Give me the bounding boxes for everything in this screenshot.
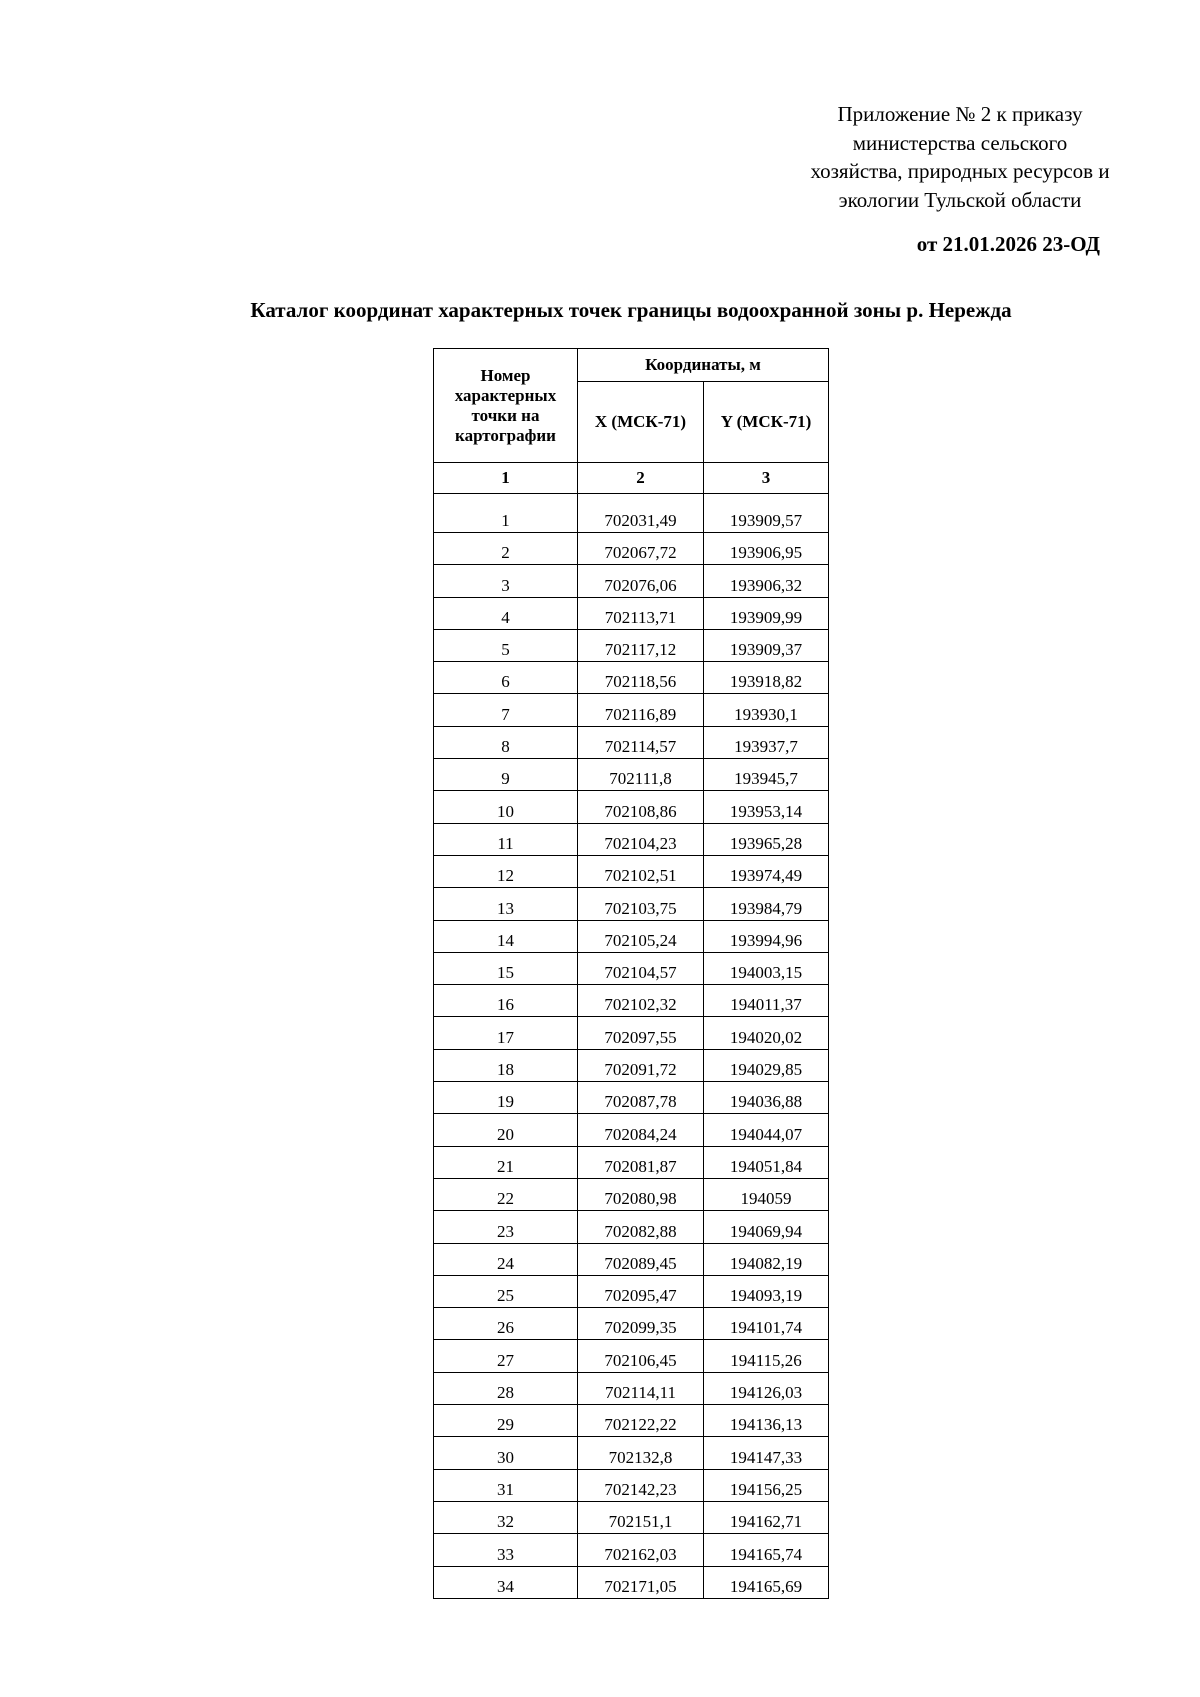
cell-y: 194029,85	[704, 1049, 829, 1081]
cell-point-number: 16	[434, 985, 578, 1017]
cell-x: 702132,8	[578, 1437, 704, 1469]
table-row	[434, 1211, 829, 1243]
cell-point-number: 23	[434, 1211, 578, 1243]
table-row	[434, 1308, 829, 1340]
cell-point-number: 33	[434, 1534, 578, 1566]
cell-point-number: 15	[434, 952, 578, 984]
appendix-line: экологии Тульской области	[838, 187, 1082, 212]
cell-point-number: 21	[434, 1146, 578, 1178]
column-index: 2	[578, 463, 704, 494]
cell-x: 702104,57	[578, 952, 704, 984]
table-row	[434, 1340, 829, 1372]
cell-x: 702142,23	[578, 1469, 704, 1501]
cell-y: 193994,96	[704, 920, 829, 952]
table-row	[434, 494, 829, 533]
cell-y: 194101,74	[704, 1308, 829, 1340]
cell-y: 194082,19	[704, 1243, 829, 1275]
cell-y: 193930,1	[704, 694, 829, 726]
cell-x: 702105,24	[578, 920, 704, 952]
cell-point-number: 30	[434, 1437, 578, 1469]
table-row	[434, 1534, 829, 1566]
cell-x: 702087,78	[578, 1082, 704, 1114]
cell-x: 702099,35	[578, 1308, 704, 1340]
cell-y: 194136,13	[704, 1405, 829, 1437]
table-body	[434, 494, 829, 1599]
table-row	[434, 920, 829, 952]
cell-y: 194156,25	[704, 1469, 829, 1501]
table-row	[434, 1372, 829, 1404]
cell-point-number: 11	[434, 823, 578, 855]
cell-y: 194069,94	[704, 1211, 829, 1243]
cell-y: 193906,32	[704, 565, 829, 597]
cell-y: 194147,33	[704, 1437, 829, 1469]
header-coordinates: Координаты, м	[578, 349, 829, 382]
cell-point-number: 7	[434, 694, 578, 726]
cell-y: 193937,7	[704, 726, 829, 758]
table-row	[434, 823, 829, 855]
cell-point-number: 12	[434, 855, 578, 887]
cell-y: 194162,71	[704, 1501, 829, 1533]
cell-x: 702103,75	[578, 888, 704, 920]
cell-y: 193909,57	[704, 494, 829, 533]
cell-point-number: 32	[434, 1501, 578, 1533]
appendix-line: Приложение № 2 к приказу	[837, 102, 1083, 126]
table-row	[434, 1469, 829, 1501]
cell-point-number: 13	[434, 888, 578, 920]
cell-x: 702102,51	[578, 855, 704, 887]
table-row	[434, 662, 829, 694]
order-reference: от 21.01.2026 23-ОД	[916, 232, 1100, 256]
cell-point-number: 9	[434, 759, 578, 791]
table-row	[434, 759, 829, 791]
cell-y: 194059	[704, 1178, 829, 1210]
cell-y: 193906,95	[704, 533, 829, 565]
cell-point-number: 17	[434, 1017, 578, 1049]
header-y: Y (МСК-71)	[704, 382, 829, 463]
cell-point-number: 1	[434, 494, 578, 533]
appendix-line: хозяйства, природных ресурсов и	[810, 159, 1110, 183]
cell-x: 702114,57	[578, 726, 704, 758]
table-row	[434, 1501, 829, 1533]
cell-y: 193965,28	[704, 823, 829, 855]
cell-y: 194003,15	[704, 952, 829, 984]
cell-y: 193953,14	[704, 791, 829, 823]
cell-x: 702095,47	[578, 1275, 704, 1307]
cell-y: 193918,82	[704, 662, 829, 694]
table-row	[434, 1049, 829, 1081]
cell-point-number: 28	[434, 1372, 578, 1404]
document-title: Каталог координат характерных точек границы водоохранной зоны р. Нережда	[250, 298, 1012, 322]
cell-x: 702162,03	[578, 1534, 704, 1566]
cell-x: 702089,45	[578, 1243, 704, 1275]
cell-point-number: 3	[434, 565, 578, 597]
table-row	[434, 1243, 829, 1275]
table-row	[434, 985, 829, 1017]
header-point-number: Номер характерных точки на картографии	[434, 349, 578, 463]
cell-y: 194020,02	[704, 1017, 829, 1049]
table-row	[434, 1082, 829, 1114]
cell-point-number: 19	[434, 1082, 578, 1114]
cell-x: 702082,88	[578, 1211, 704, 1243]
cell-point-number: 8	[434, 726, 578, 758]
cell-x: 702076,06	[578, 565, 704, 597]
cell-x: 702031,49	[578, 494, 704, 533]
cell-point-number: 31	[434, 1469, 578, 1501]
table-row	[434, 597, 829, 629]
table-row	[434, 1114, 829, 1146]
cell-point-number: 14	[434, 920, 578, 952]
cell-y: 194126,03	[704, 1372, 829, 1404]
cell-x: 702104,23	[578, 823, 704, 855]
cell-point-number: 20	[434, 1114, 578, 1146]
table-row	[434, 855, 829, 887]
cell-point-number: 29	[434, 1405, 578, 1437]
header-x: X (МСК-71)	[578, 382, 704, 463]
cell-x: 702114,11	[578, 1372, 704, 1404]
cell-x: 702097,55	[578, 1017, 704, 1049]
column-index: 1	[434, 463, 578, 494]
cell-x: 702081,87	[578, 1146, 704, 1178]
cell-y: 194165,74	[704, 1534, 829, 1566]
cell-point-number: 27	[434, 1340, 578, 1372]
table-row	[434, 1275, 829, 1307]
cell-point-number: 10	[434, 791, 578, 823]
cell-point-number: 2	[434, 533, 578, 565]
cell-y: 193984,79	[704, 888, 829, 920]
cell-x: 702113,71	[578, 597, 704, 629]
cell-x: 702091,72	[578, 1049, 704, 1081]
cell-x: 702111,8	[578, 759, 704, 791]
appendix-line: министерства сельского	[852, 130, 1068, 155]
cell-point-number: 34	[434, 1566, 578, 1598]
cell-y: 194036,88	[704, 1082, 829, 1114]
cell-y: 193909,99	[704, 597, 829, 629]
table-row	[434, 1017, 829, 1049]
table-row	[434, 1405, 829, 1437]
table-row	[434, 1146, 829, 1178]
cell-y: 193945,7	[704, 759, 829, 791]
table-row	[434, 791, 829, 823]
cell-point-number: 24	[434, 1243, 578, 1275]
cell-y: 194044,07	[704, 1114, 829, 1146]
table-row	[434, 533, 829, 565]
cell-x: 702117,12	[578, 629, 704, 661]
table-row	[434, 629, 829, 661]
cell-y: 194115,26	[704, 1340, 829, 1372]
cell-x: 702080,98	[578, 1178, 704, 1210]
cell-x: 702102,32	[578, 985, 704, 1017]
cell-x: 702084,24	[578, 1114, 704, 1146]
cell-x: 702106,45	[578, 1340, 704, 1372]
cell-x: 702171,05	[578, 1566, 704, 1598]
cell-point-number: 4	[434, 597, 578, 629]
table-row	[434, 952, 829, 984]
table-row	[434, 1566, 829, 1598]
table-row	[434, 726, 829, 758]
table-row	[434, 1178, 829, 1210]
cell-point-number: 22	[434, 1178, 578, 1210]
cell-y: 194051,84	[704, 1146, 829, 1178]
cell-point-number: 5	[434, 629, 578, 661]
cell-x: 702122,22	[578, 1405, 704, 1437]
cell-x: 702118,56	[578, 662, 704, 694]
table-row	[434, 1437, 829, 1469]
cell-x: 702108,86	[578, 791, 704, 823]
cell-point-number: 6	[434, 662, 578, 694]
cell-point-number: 25	[434, 1275, 578, 1307]
cell-x: 702067,72	[578, 533, 704, 565]
coordinates-table	[433, 348, 829, 1599]
column-index: 3	[704, 463, 829, 494]
cell-y: 194165,69	[704, 1566, 829, 1598]
cell-point-number: 26	[434, 1308, 578, 1340]
table-row	[434, 694, 829, 726]
cell-x: 702151,1	[578, 1501, 704, 1533]
cell-x: 702116,89	[578, 694, 704, 726]
cell-point-number: 18	[434, 1049, 578, 1081]
cell-y: 193909,37	[704, 629, 829, 661]
cell-y: 194093,19	[704, 1275, 829, 1307]
table-row	[434, 565, 829, 597]
table-row	[434, 888, 829, 920]
cell-y: 194011,37	[704, 985, 829, 1017]
appendix-note	[770, 100, 1150, 214]
cell-y: 193974,49	[704, 855, 829, 887]
